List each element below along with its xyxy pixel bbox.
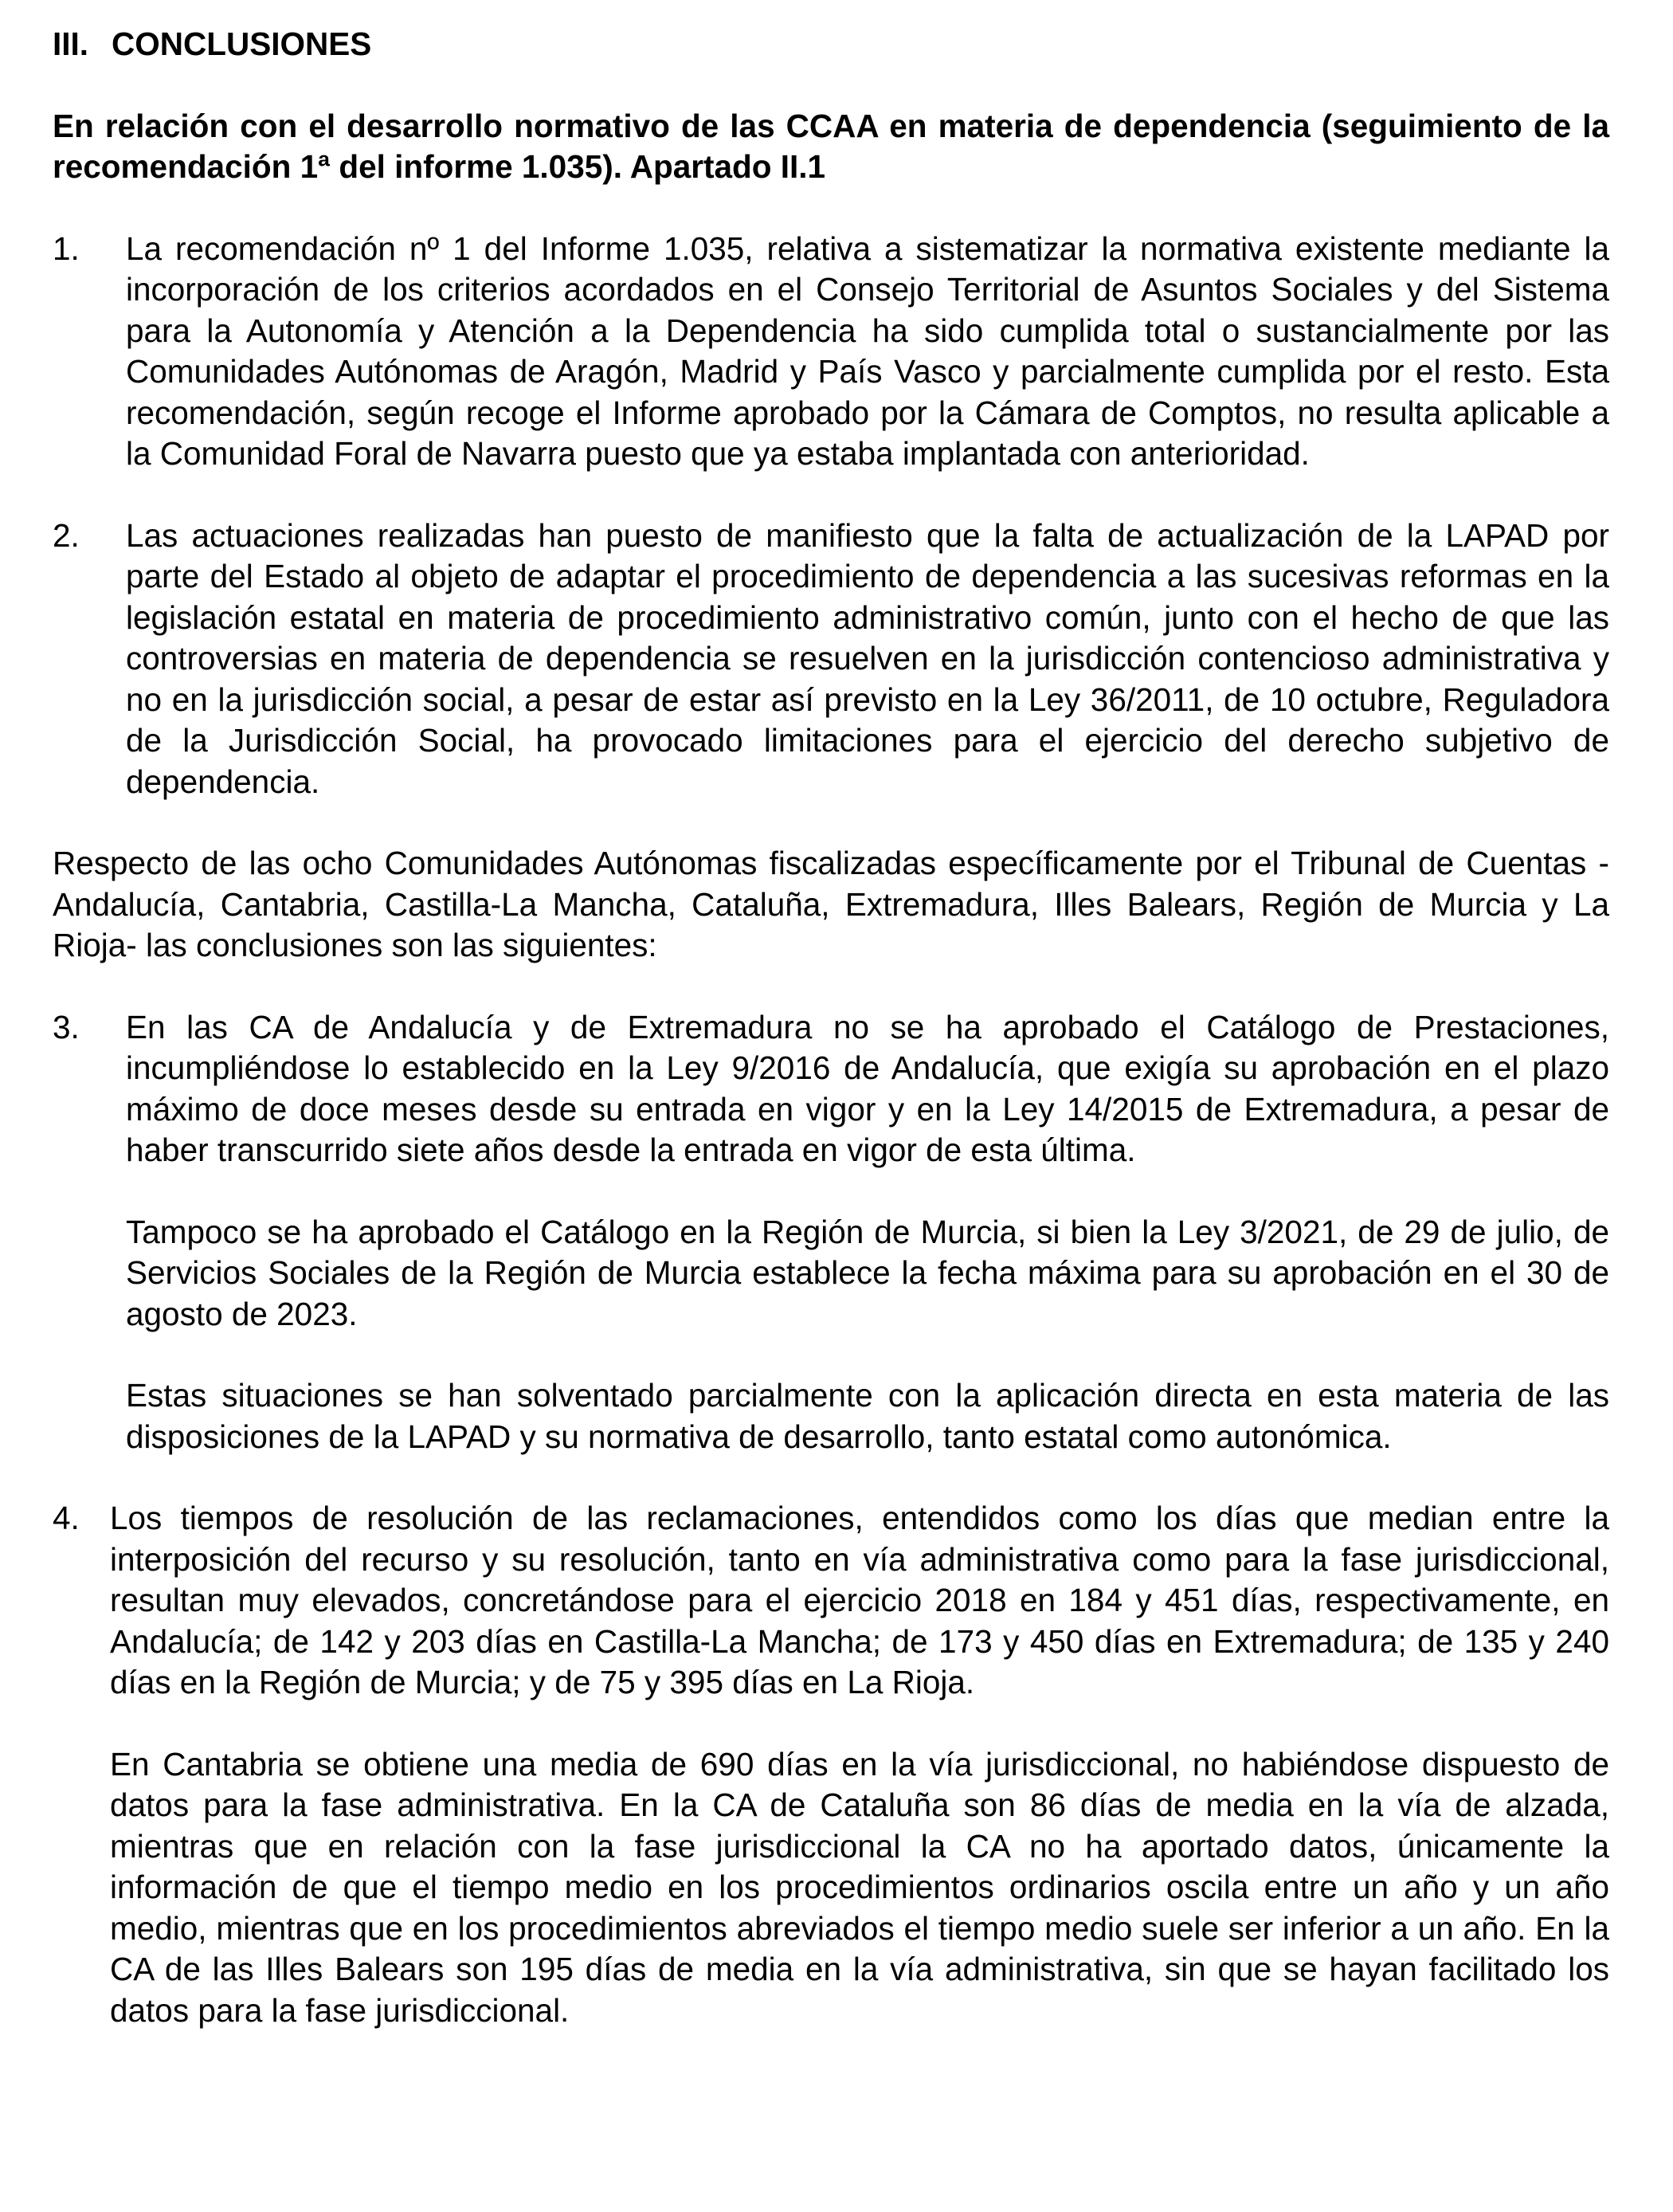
conclusion-paragraph: Los tiempos de resolución de las reclamaciones, entendidos como los días que median entre la interposición del recurso y su resolución, tanto en vía administrativa como para la fase jurisdiccional, resultan muy elevados, concretándose para el ejercicio 2018 en 184 y 451 días, respectivamente, en Andalucía; de 142 y 203 días en Castilla-La Mancha; de 173 y 450 días en Extremadura; de 135 y 240 días en la Región de Murcia; y de 75 y 395 días en La Rioja. xyxy=(110,1500,1609,1700)
subsection-heading: En relación con el desarrollo normativo de las CCAA en materia de dependencia (seguimiento de la recomendación 1ª del informe 1.035). Apartado II.1 xyxy=(53,107,1609,185)
conclusion-item-2 xyxy=(53,516,1609,803)
conclusion-body xyxy=(126,516,1609,803)
section-number: III. xyxy=(53,25,89,62)
conclusion-paragraph: Estas situaciones se han solventado parcialmente con la aplicación directa en esta materia de las disposiciones de la LAPAD y su normativa de desarrollo, tanto estatal como autonómica. xyxy=(126,1377,1609,1455)
conclusion-body xyxy=(110,1498,1609,2031)
conclusion-body xyxy=(126,1007,1609,1458)
conclusion-number: 2. xyxy=(53,516,80,554)
conclusion-number: 1. xyxy=(53,229,80,267)
conclusion-number: 4. xyxy=(53,1500,80,1536)
document-page xyxy=(53,24,1609,2072)
conclusion-number: 3. xyxy=(53,1008,80,1045)
section-heading xyxy=(53,24,1609,65)
section-title: CONCLUSIONES xyxy=(112,25,372,62)
intro-paragraph: Respecto de las ocho Comunidades Autónomas fiscalizadas específicamente por el Tribunal de Cuentas -Andalucía, Cantabria, Castilla-La Mancha, Cataluña, Extremadura, Illes Balears, Región de Murcia y La Rioja- las conclusiones son las siguientes: xyxy=(53,845,1609,963)
conclusion-paragraph: En las CA de Andalucía y de Extremadura no se ha aprobado el Catálogo de Prestaciones, incumpliéndose lo establecido en la Ley 9/2016 de Andalucía, que exigía su aprobación en el plazo máximo de doce meses desde su entrada en vigor y en la Ley 14/2015 de Extremadura, a pesar de haber transcurrido siete años desde la entrada en vigor de esta última. xyxy=(126,1008,1609,1168)
conclusion-paragraph: La recomendación nº 1 del Informe 1.035, relativa a sistematizar la normativa existente mediante la incorporación de los criterios acordados en el Consejo Territorial de Asuntos Sociales y del Sistema para la Autonomía y Atención a la Dependencia ha sido cumplida total o sustancialmente por las Comunidades Autónomas de Aragón, Madrid y País Vasco y parcialmente cumplida por el resto. Esta recomendación, según recoge el Informe aprobado por la Cámara de Comptos, no resulta aplicable a la Comunidad Foral de Navarra puesto que ya estaba implantada con anterioridad. xyxy=(126,229,1609,472)
conclusion-paragraph: En Cantabria se obtiene una media de 690 días en la vía jurisdiccional, no habiéndose dispuesto de datos para la fase administrativa. En la CA de Cataluña son 86 días de media en la vía de alzada, mientras que en relación con la fase jurisdiccional la CA no ha aportado datos, únicamente la información de que el tiempo medio en los procedimientos ordinarios oscila entre un año y un año medio, mientras que en los procedimientos abreviados el tiempo medio suele ser inferior a un año. En la CA de las Illes Balears son 195 días de media en la vía administrativa, sin que se hayan facilitado los datos para la fase jurisdiccional. xyxy=(110,1745,1609,2029)
conclusion-paragraph: Las actuaciones realizadas han puesto de manifiesto que la falta de actualización de la LAPAD por parte del Estado al objeto de adaptar el procedimiento de dependencia a las sucesivas reformas en la legislación estatal en materia de procedimiento administrativo común, junto con el hecho de que las controversias en materia de dependencia se resuelven en la jurisdicción contencioso administrativa y no en la jurisdicción social, a pesar de estar así previsto en la Ley 36/2011, de 10 octubre, Reguladora de la Jurisdicción Social, ha provocado limitaciones para el ejercicio del derecho subjetivo de dependencia. xyxy=(126,516,1609,800)
conclusion-item-3 xyxy=(53,1007,1609,1458)
conclusion-paragraph: Tampoco se ha aprobado el Catálogo en la Región de Murcia, si bien la Ley 3/2021, de 29 de julio, de Servicios Sociales de la Región de Murcia establece la fecha máxima para su aprobación en el 30 de agosto de 2023. xyxy=(126,1213,1609,1332)
conclusion-item-1 xyxy=(53,229,1609,475)
conclusion-item-4 xyxy=(53,1498,1609,2031)
conclusion-body xyxy=(126,229,1609,475)
